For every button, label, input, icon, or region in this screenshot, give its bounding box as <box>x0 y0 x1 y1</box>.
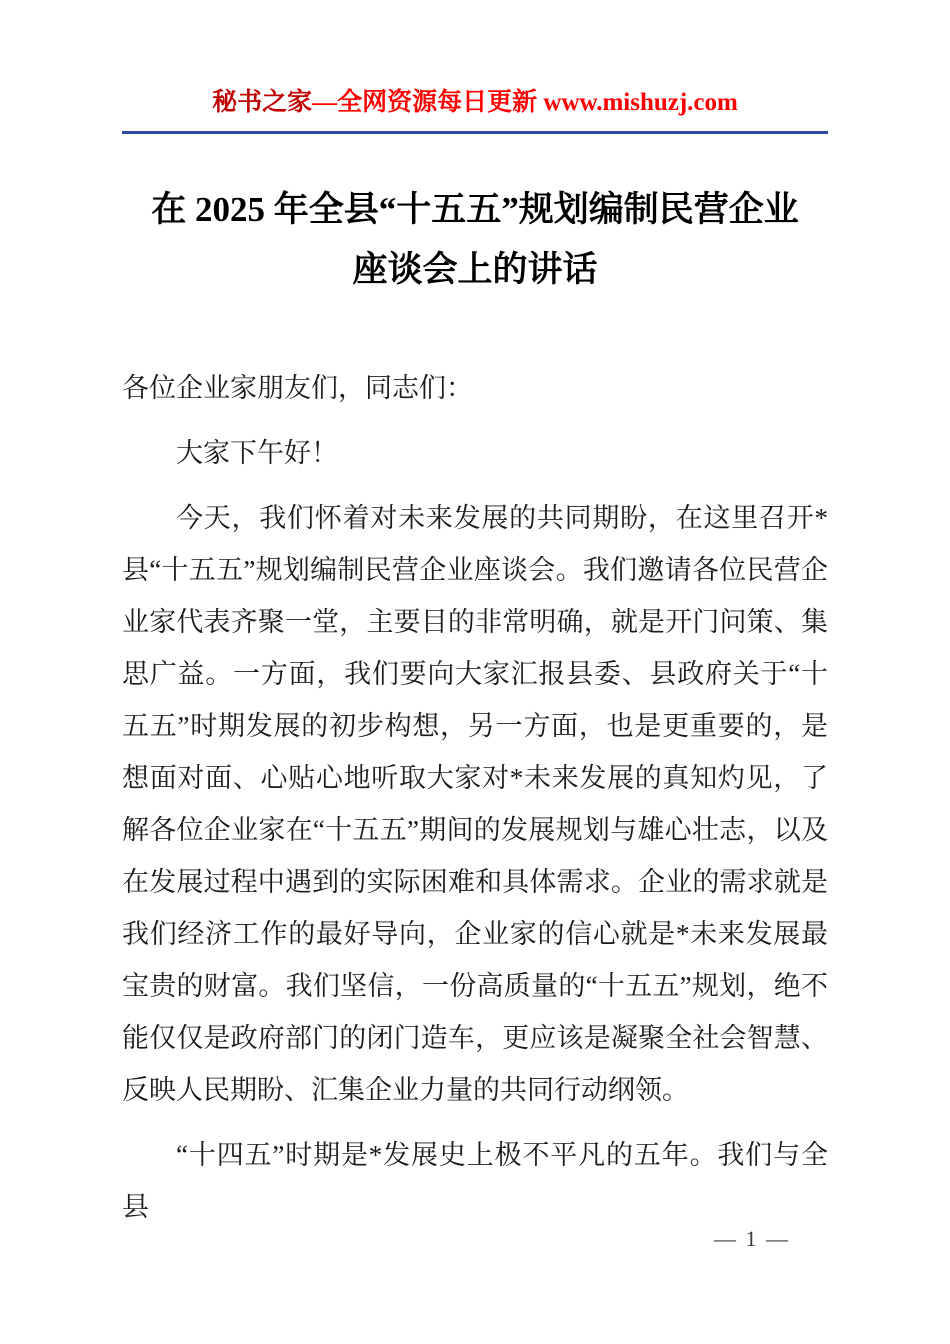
site-name: 秘书之家 <box>212 89 313 116</box>
header-divider <box>122 131 828 134</box>
page-number: — 1 — <box>714 1226 790 1251</box>
document-body <box>122 362 828 1233</box>
site-tagline: —全网资源每日更新 <box>312 89 544 116</box>
title-line-2: 座谈会上的讲话 <box>352 250 598 289</box>
title-line-1: 在 2025 年全县“十五五”规划编制民营企业 <box>151 190 799 229</box>
site-header <box>122 0 828 118</box>
paragraph-main: 今天，我们怀着对未来发展的共同期盼，在这里召开*县“十五五”规划编制民营企业座谈会。我们邀请各位民营企业家代表齐聚一堂，主要目的非常明确，就是开门问策、集思广益。一方面，我们要向大家汇报县委、县政府关于“十五五”时期发展的初步构想，另一方面，也是更重要的，是想面对面、心贴心地听取大家对*未来发展的真知灼见，了解各位企业家在“十五五”期间的发展规划与雄心壮志，以及在发展过程中遇到的实际困难和具体需求。企业的需求就是我们经济工作的最好导向，企业家的信心就是*未来发展最宝贵的财富。我们坚信，一份高质量的“十五五”规划，绝不能仅仅是政府部门的闭门造车，更应该是凝聚全社会智慧、反映人民期盼、汇集企业力量的共同行动纲领。 <box>122 503 828 1105</box>
site-url: www.mishuzj.com <box>543 89 738 116</box>
paragraph-greeting: 大家下午好！ <box>176 438 338 468</box>
paragraph-salutation: 各位企业家朋友们，同志们： <box>122 373 473 403</box>
paragraph-continued: “十四五”时期是*发展史上极不平凡的五年。我们与全县 <box>122 1140 828 1222</box>
document-title <box>122 180 828 300</box>
